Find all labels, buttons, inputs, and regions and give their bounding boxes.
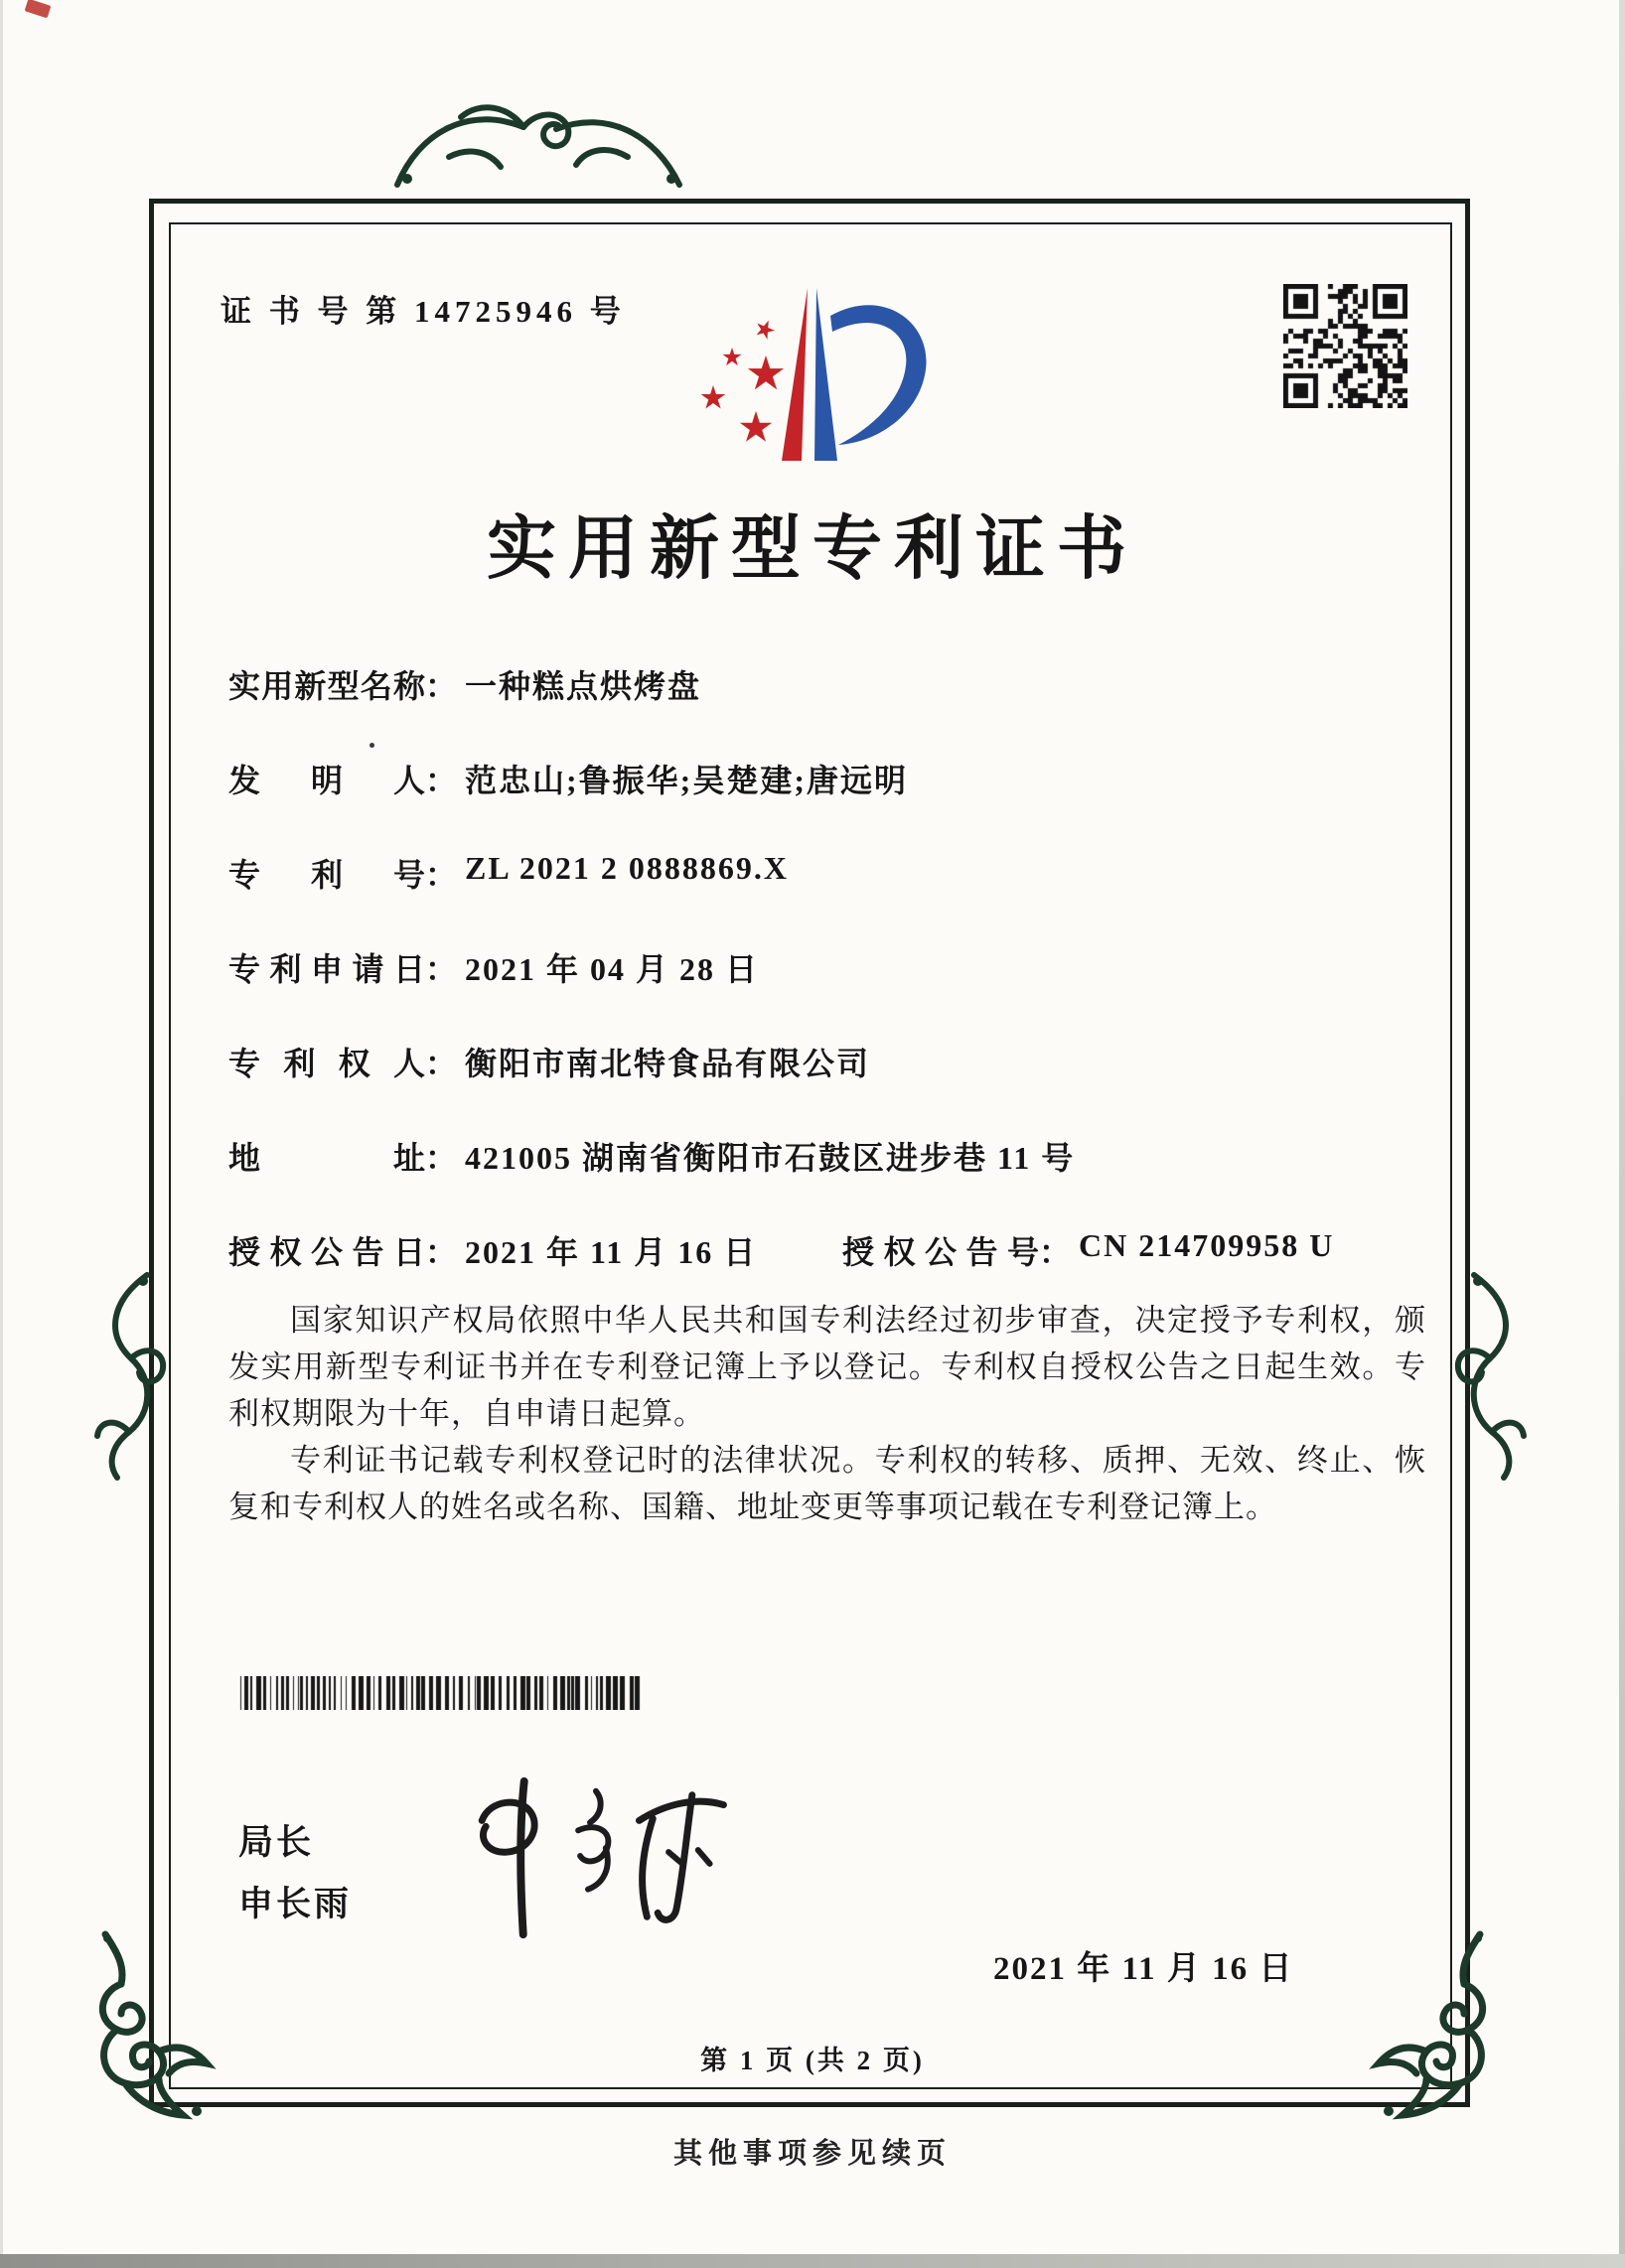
field-row-patentee (228, 1039, 1432, 1133)
field-label: 专利权人 (228, 1046, 425, 1081)
signatory-title: 局长 (238, 1823, 315, 1862)
certificate-number: 证 书 号 第 14725946 号 (221, 294, 626, 329)
cnipa-patent-logo-icon (681, 238, 948, 472)
certificate-fields (228, 661, 1432, 1322)
field-value: 范忠山;鲁振华;吴楚建;唐远明 (465, 763, 908, 798)
field-colon: ： (425, 951, 458, 987)
field-colon: ： (425, 763, 458, 798)
field-value: 衡阳市南北特食品有限公司 (465, 1046, 871, 1081)
scan-speck-red (25, 0, 52, 18)
scan-edge-bottom (0, 2254, 1625, 2268)
field-colon: ： (1039, 1234, 1072, 1270)
footer-note: 其他事项参见续页 (672, 2138, 952, 2170)
field-colon: ： (425, 1046, 458, 1081)
field-label: 发明人 (228, 763, 425, 798)
barcode (238, 1676, 646, 1710)
issue-date: 2021 年 11 月 16 日 (993, 1951, 1294, 1987)
field-value: 421005 湖南省衡阳市石鼓区进步巷 11 号 (465, 1140, 1076, 1176)
field-value: 2021 年 04 月 28 日 (465, 951, 760, 987)
field-label: 实用新型名称 (228, 668, 425, 704)
field-row-patent-number (228, 850, 1432, 944)
signatory-name: 申长雨 (238, 1885, 353, 1923)
legal-paragraph-2: 专利证书记载专利权登记时的法律状况。专利权的转移、质押、无效、终止、恢复和专利权人的姓名或名称、国籍、地址变更等事项记载在专利登记簿上。 (228, 1443, 1426, 1524)
field-colon: ： (425, 1234, 458, 1270)
field-row-utility-model-name (228, 661, 1432, 756)
legal-text-block (228, 1297, 1426, 1530)
field-label: 地址 (228, 1140, 425, 1176)
grant-date-label: 授权公告日 (228, 1234, 425, 1270)
certificate-title: 实用新型专利证书 (487, 511, 1138, 588)
legal-paragraph-1: 国家知识产权局依照中华人民共和国专利法经过初步审查，决定授予专利权，颁发实用新型专利证书并在专利登记簿上予以登记。专利权自授权公告之日起生效。专利权期限为十年，自申请日起算。 (228, 1303, 1426, 1431)
field-colon: ： (425, 668, 458, 704)
grant-number-label: 授权公告号 (842, 1234, 1039, 1270)
field-row-inventors (228, 756, 1432, 850)
field-value: ZL 2021 2 0888869.X (465, 850, 790, 886)
field-row-address (228, 1133, 1432, 1227)
scan-edge-left (0, 0, 3, 2268)
page-info: 第 1 页 (共 2 页) (700, 2046, 925, 2075)
shen-changyu-signature-handwriting (429, 1770, 747, 1946)
scan-edge-right (1619, 0, 1625, 2268)
field-row-filing-date (228, 944, 1432, 1039)
field-label: 专利申请日 (228, 951, 425, 987)
field-colon: ： (425, 1140, 458, 1176)
qr-code (1283, 284, 1407, 408)
grant-number-pair (842, 1227, 1334, 1273)
field-label: 专利号 (228, 857, 425, 893)
grant-date-value: 2021 年 11 月 16 日 (465, 1234, 758, 1270)
field-value: 一种糕点烘烤盘 (465, 668, 702, 704)
grant-number-value: CN 214709958 U (1079, 1227, 1335, 1263)
field-colon: ： (425, 857, 458, 893)
